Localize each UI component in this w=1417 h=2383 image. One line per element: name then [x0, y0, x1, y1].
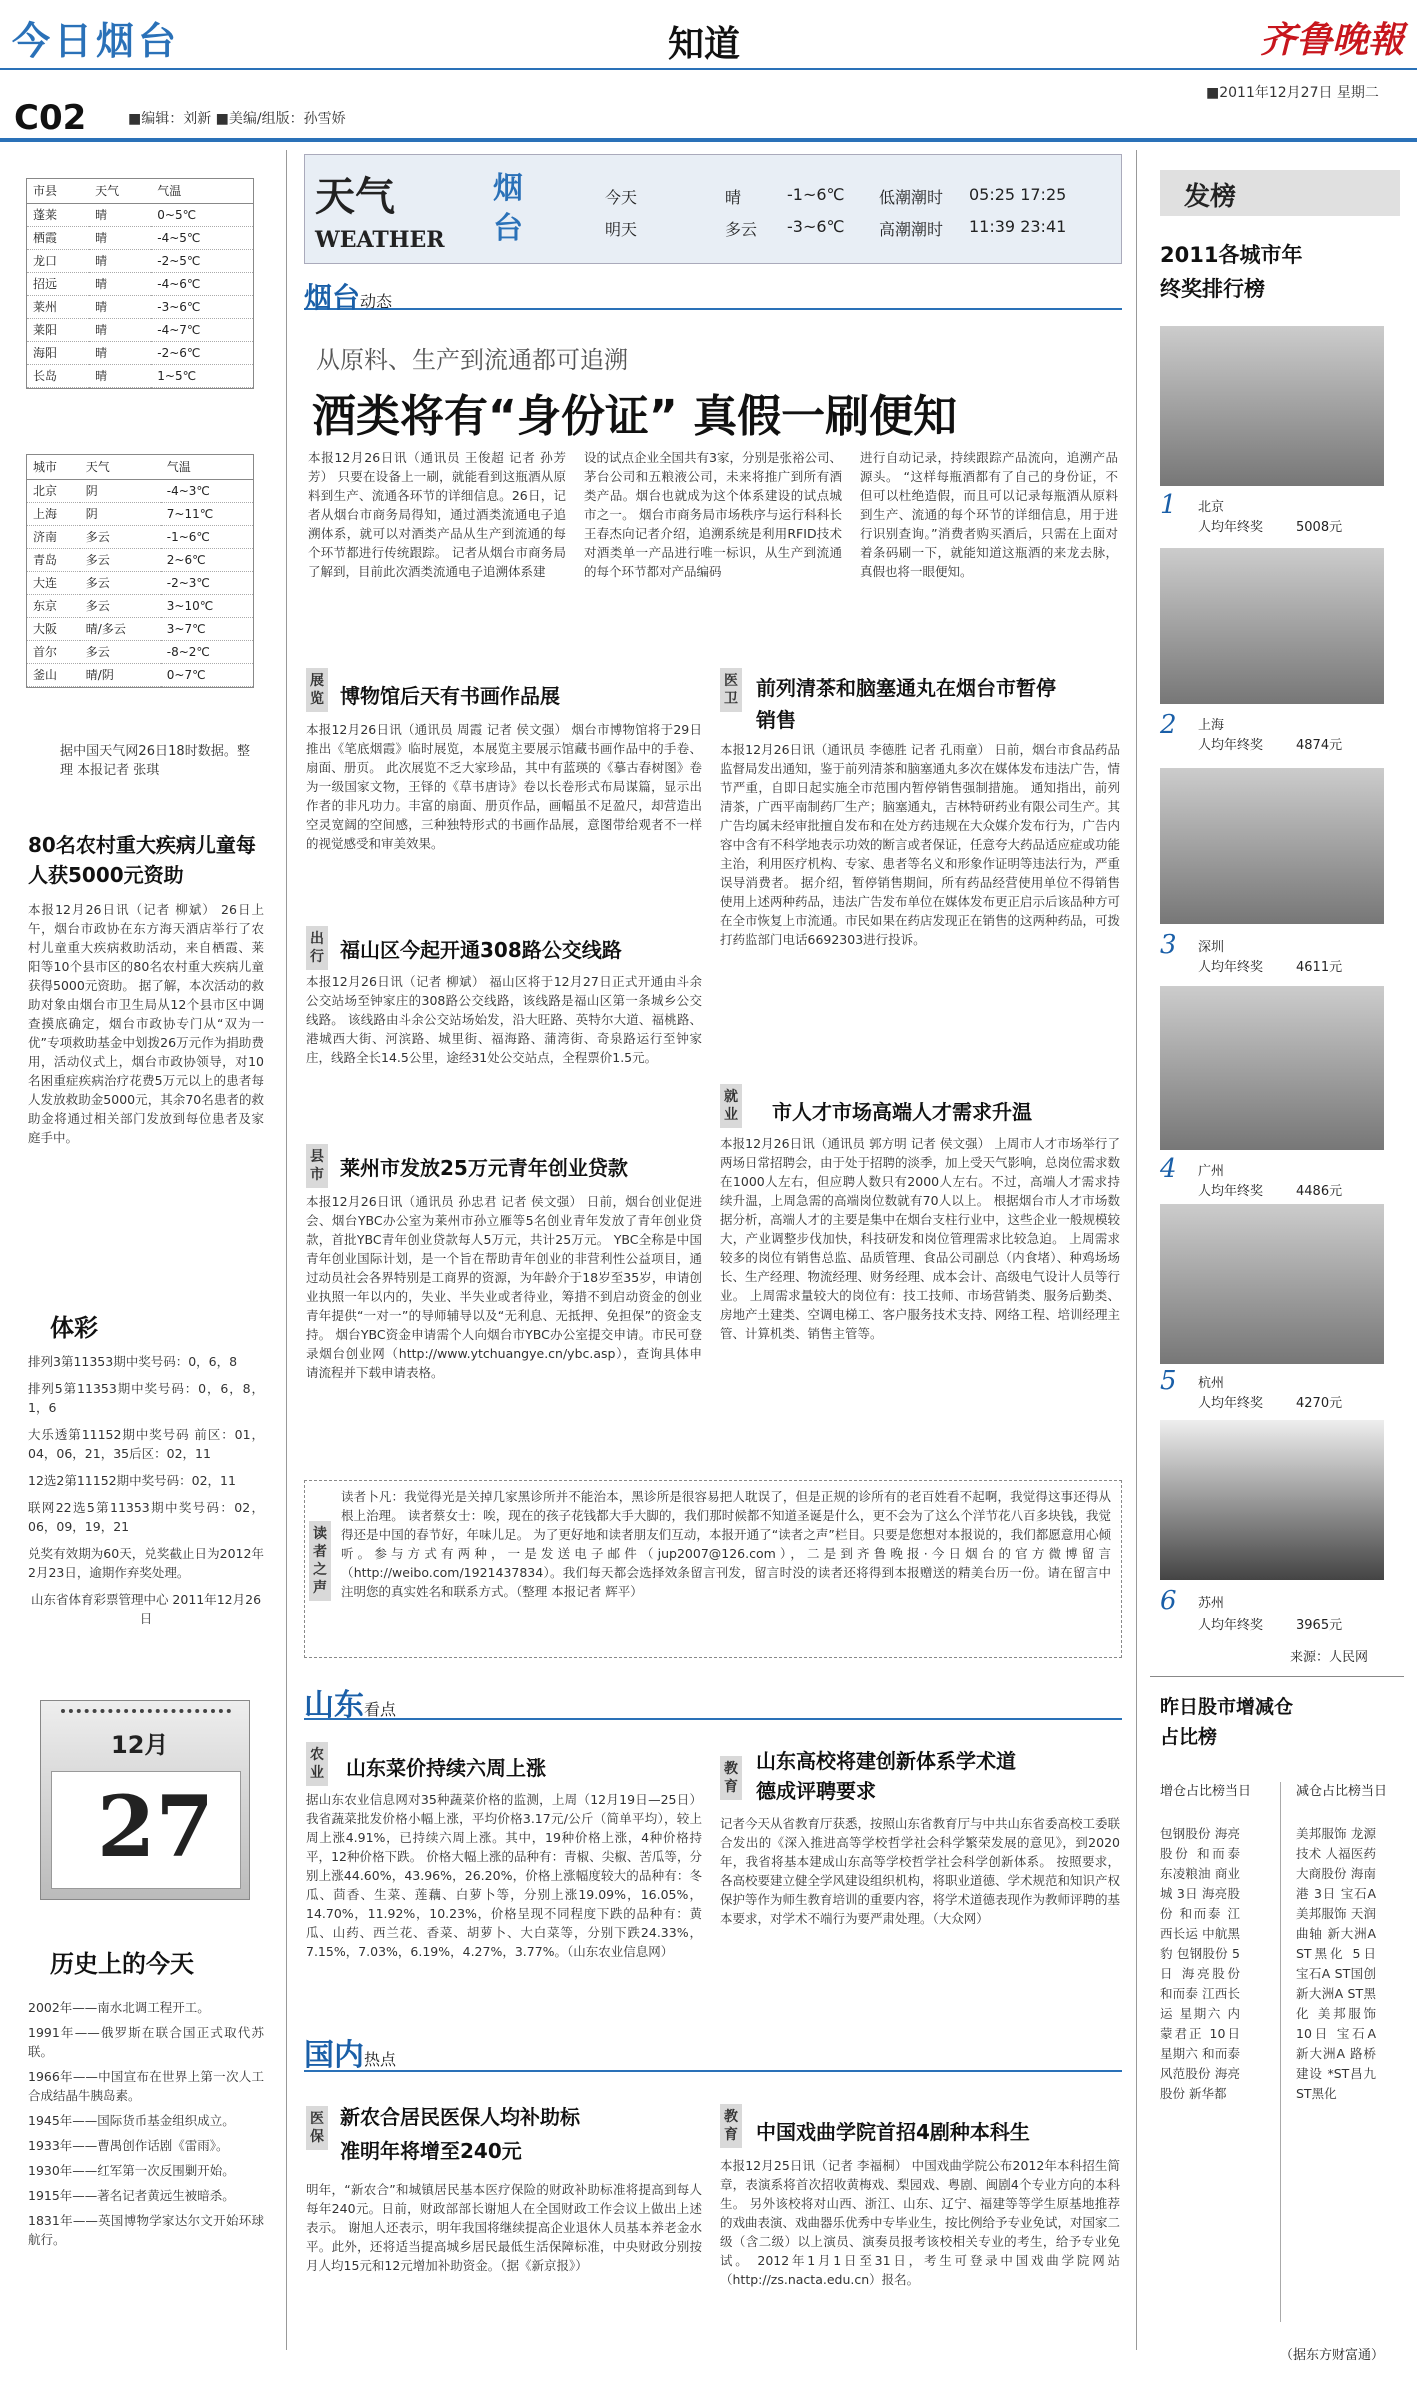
article-title: 福山区今起开通308路公交线路: [340, 938, 622, 962]
rank-value: 5008元: [1296, 520, 1343, 535]
article-title: 新农合居民医保人均补助标准明年将增至240元: [340, 2105, 580, 2163]
city-photo-suzhou: [1160, 1420, 1384, 1580]
lottery-list: [28, 1352, 264, 1628]
low-tide: 05:25 17:25: [969, 185, 1067, 204]
stocks-rule: [1150, 1676, 1404, 1677]
section-suffix: 看点: [364, 1700, 397, 1719]
bonus-source: 来源：人民网: [1290, 1650, 1369, 1665]
col-header: 天气: [80, 455, 161, 479]
issue-date: ■2011年12月27日 星期二: [1206, 85, 1379, 101]
table-row: 釜山 晴/阴 0~7℃: [27, 663, 253, 686]
rank-number: 1: [1160, 490, 1177, 520]
today-label: 今天: [605, 188, 638, 207]
article-tag: 出行: [306, 926, 328, 970]
article-tag: 县市: [306, 1144, 328, 1188]
col-header: 气温: [151, 179, 253, 203]
table-row: 龙口 晴 -2~5℃: [27, 249, 253, 272]
editors-line: ■编辑：刘新 ■美编/组版：孙雪娇: [128, 111, 346, 127]
list-item: 1991年——俄罗斯在联合国正式取代苏联。: [28, 2025, 264, 2059]
city-photo-shanghai: [1160, 548, 1384, 704]
table-row: 栖霞 晴 -4~5℃: [27, 226, 253, 249]
reader-tag: 读者之声: [309, 1521, 331, 1601]
list-item: 大乐透第11152期中奖号码 前区：01，04，06，21，35后区：02，11: [28, 1427, 264, 1461]
table-row: 北京 阴 -4~3℃: [27, 479, 253, 502]
column-name: 知道: [668, 24, 741, 65]
article-title: 前列清茶和脑塞通丸在烟台市暂停销售: [756, 676, 1056, 732]
rank-value: 4270元: [1296, 1396, 1343, 1411]
section-header-yantai: [304, 276, 1122, 314]
list-item: 2002年——南水北调工程开工。: [28, 2000, 210, 2015]
list-item: 排列5第11353期中奖号码：0，6，8，1，6: [28, 1381, 264, 1415]
reader-voice-box: [304, 1480, 1122, 1658]
table-row: 莱阳 晴 -4~7℃: [27, 318, 253, 341]
city-weather-table-2: [26, 454, 254, 688]
history-title: 历史上的今天: [50, 1950, 194, 1978]
weather-title-en: WEATHER: [315, 227, 445, 253]
section-header-shandong: [304, 1680, 1122, 1723]
article-tag: 医卫: [720, 668, 742, 712]
article-body: 记者今天从省教育厅获悉，按照山东省教育厅与中共山东省委高校工委联合发出的《深入推进高等学校哲学社会科学繁荣发展的意见》，到2020年，我省将基本建成山东高等学校哲学社会科学创新体系。 按照要求，各高校要建立健全学风建设组织机构，将职业道德、学术规范和知识产权保护等作为师生教育培训的重要内容，将学术道德表现作为教师评聘的基本要求，对学术不端行为要严肃处理。（大众网）: [720, 1816, 1120, 1926]
article-title: 市人才市场高端人才需求升温: [772, 1100, 1032, 1124]
stocks-col-1-head: 增仓占比榜当日: [1160, 1784, 1252, 1799]
article-title: 山东菜价持续六周上涨: [346, 1756, 546, 1780]
article-tag: 展览: [306, 668, 328, 712]
rank-value: 3965元: [1296, 1618, 1343, 1633]
list-item: 1915年——著名记者黄远生被暗杀。: [28, 2188, 235, 2203]
rank-number: 2: [1160, 710, 1177, 740]
list-item: 12选2第11152期中奖号码：02，11: [28, 1473, 236, 1488]
lead-col-1: 本报12月26日讯（通讯员 王俊超 记者 孙芳芳） 只要在设备上一刷，就能看到这瓶酒从原料到生产、流通各环节的详细信息。26日，记者从烟台市商务局得知，通过酒类流通电子追溯体系，就可以对酒类产品从生产到流通的每个环节都进行传统跟踪。 记者从烟台市商务局了解到，目前此次酒类流通电子追溯体系建: [308, 450, 566, 579]
table-row: 大阪 晴/多云 3~7℃: [27, 617, 253, 640]
rank-label: 人均年终奖: [1198, 1618, 1264, 1633]
stocks-title: 昨日股市增减仓占比榜: [1160, 1696, 1294, 1748]
rank-city: 深圳: [1198, 940, 1225, 955]
tomorrow-label: 明天: [605, 220, 638, 239]
article-tag: 就业: [720, 1084, 742, 1128]
column-divider: [286, 150, 287, 2350]
rank-number: 5: [1160, 1366, 1177, 1396]
lottery-title: 体彩: [50, 1314, 98, 1342]
list-item: 1933年——曹禺创作话剧《雷雨》。: [28, 2138, 229, 2153]
stocks-col-2-head: 减仓占比榜当日: [1296, 1784, 1388, 1799]
rank-label: 人均年终奖: [1198, 738, 1264, 753]
list-item: 联网22选5第11353期中奖号码：02，06，09，19，21: [28, 1500, 264, 1534]
article-tag: 教育: [720, 1756, 742, 1800]
low-tide-label: 低潮潮时: [879, 188, 944, 207]
table-row: 大连 多云 -2~3℃: [27, 571, 253, 594]
section-label: 烟台: [304, 281, 361, 314]
col-header: 天气: [89, 179, 151, 203]
article-title: 中国戏曲学院首招4剧种本科生: [756, 2120, 1030, 2144]
rank-city: 广州: [1198, 1164, 1225, 1179]
section-label: 山东: [304, 1688, 364, 1723]
column-divider: [1136, 150, 1137, 2350]
section-name: 今日烟台: [12, 19, 181, 63]
left-story-title: 80名农村重大疾病儿童每人获5000元资助: [28, 833, 256, 887]
rank-city: 上海: [1198, 718, 1225, 733]
col-header: 城市: [27, 455, 80, 479]
table-row: 莱州 晴 -3~6℃: [27, 295, 253, 318]
today-temp: -1~6℃: [787, 185, 845, 204]
calendar-day: 27: [97, 1777, 214, 1876]
table-row: 招远 晴 -4~6℃: [27, 272, 253, 295]
list-item: 1966年——中国宣布在世界上第一次人工合成结晶牛胰岛素。: [28, 2069, 264, 2103]
stocks-divider: [1280, 1782, 1281, 2322]
rank-label: 人均年终奖: [1198, 1184, 1264, 1199]
table-row: 上海 阴 7~11℃: [27, 502, 253, 525]
article-body: 本报12月26日讯（通讯员 李德胜 记者 孔雨童） 日前，烟台市食品药品监督局发出通知，鉴于前列清茶和脑塞通丸多次在媒体发布违法广告，情节严重，自即日起实施全市范围内暂停销售强制措施。 通知指出，前列清茶，广西平南制药厂生产；脑塞通丸，吉林特研药业有限公司生产。其广告均属未经审批擅自发布和在处方药违规在大众媒介发布行为，广告内容中含有不科学地表示功效的断言或者保证，任意夸大药品适应症或功能主治，利用医疗机构、专家、患者等名义和形象作证明等违法行为，严重误导消费者。 据介绍，暂停销售期间，所有药品经营使用单位不得销售使用上述两种药品，违法广告发布单位在媒体发布更正启示后该品种方可在全市恢复上市流通。市民如果在药店发现正在销售的这两种药品，可拨打药监部门电话6692303进行投诉。: [720, 742, 1120, 947]
bonus-section-bar: [1160, 170, 1400, 216]
rank-city: 杭州: [1198, 1376, 1225, 1391]
section-suffix: 热点: [364, 2050, 397, 2069]
table-row: 海阳 晴 -2~6℃: [27, 341, 253, 364]
bonus-section-label: 发榜: [1184, 182, 1237, 212]
lead-col-3: 进行自动记录，持续跟踪产品流向，追溯产品源头。 “这样每瓶酒都有了自己的身份证，不但可以杜绝造假，而且可以记录每瓶酒从原料到生产、流通的每个环节的详细信息，用于进行识别查询。”消费者购买酒后，只需在上面对着条码刷一下，就能知道这瓶酒的来龙去脉，真假也将一眼便知。: [860, 450, 1118, 579]
article-body: 本报12月26日讯（通讯员 周霞 记者 侯文强） 烟台市博物馆将于29日推出《笔底烟霞》临时展览，本展览主要展示馆藏书画作品中的手卷、扇面、册页。 此次展览不乏大家珍品，其中有蓝瑛的《摹古春树图》卷为一级国家文物，王铎的《草书唐诗》卷以长卷形式布局谋篇，显示出作者的非凡功力。丰富的扇面、册页作品，画幅虽不足盈尺，却营造出空灵宽阔的空间感，三种独特形式的书画作品展，意图带给观者不一样的视觉感受和审美效果。: [306, 722, 702, 851]
rank-value: 4874元: [1296, 738, 1343, 753]
table-row: 青岛 多云 2~6℃: [27, 548, 253, 571]
table-row: 长岛 晴 1~5℃: [27, 364, 253, 387]
page-number: C02: [14, 98, 87, 138]
rank-value: 4486元: [1296, 1184, 1343, 1199]
article-body: 明年，“新农合”和城镇居民基本医疗保险的财政补助标准将提高到每人每年240元。日前，财政部部长谢旭人在全国财政工作会议上做出上述表示。 谢旭人还表示，明年我国将继续提高企业退休人员基本养老金水平。此外，还将适当提高城乡居民最低生活保障标准，中央财政分别按月人均15元和12元增加补助资金。（据《新京报》）: [306, 2182, 702, 2273]
weather-banner: [304, 154, 1122, 264]
section-suffix: 动态: [360, 292, 393, 311]
high-tide: 11:39 23:41: [969, 217, 1067, 236]
section-header-guonei: [304, 2030, 1122, 2072]
calendar-month: 12月: [111, 1731, 169, 1759]
table-row: 首尔 多云 -8~2℃: [27, 640, 253, 663]
col-header: 气温: [161, 455, 253, 479]
table-row: 东京 多云 3~10℃: [27, 594, 253, 617]
list-item: 1930年——红军第一次反围剿开始。: [28, 2163, 235, 2178]
article-tag: 医保: [306, 2106, 328, 2150]
stocks-col-1: 包钢股份 海亮股份 和而泰 东凌粮油 商业城 3日 海亮股份 和而泰 江西长运 中航黑豹 包钢股份 5日 海亮股份 和而泰 江西长运 星期六 内蒙君正 10日 星期六 和而泰 风范股份 海亮股份 新华都: [1160, 1826, 1240, 2101]
today-cond: 晴: [725, 188, 742, 207]
article-body: 本报12月26日讯（通讯员 郭方明 记者 侯文强） 上周市人才市场举行了两场日常招聘会，由于处于招聘的淡季，加上受天气影响，总岗位需求数在1000人左右，但应聘人数只有2000人左右。不过，高端人才需求持续升温，上周急需的高端岗位数就有70人以上。 根据烟台市人才市场数据分析，高端人才的主要是集中在烟台支柱行业中，这些企业一般规模较大，产业调整步伐加快，科技研发和岗位管理需求比较急迫。 上周需求较多的岗位有销售总监、品质管理、食品公司副总（内食堵）、种鸡场场长、生产经理、物流经理、财务经理、成本会计、高级电气设计人员等行业。 上周需求量较大的岗位有：技工技师、市场营销类、服务后勤类、房地产土建类、空调电梯工、客户服务技术支持、网络工程、培训经理主管、计算机类、销售主管等。: [720, 1136, 1120, 1341]
article-body: 据山东农业信息网对35种蔬菜价格的监测，上周（12月19日—25日）我省蔬菜批发价格小幅上涨，平均价格3.17元/公斤（简单平均），较上周上涨4.91%，已持续六周上涨。其中，19种价格上涨，4种价格持平，12种价格下跌。 价格大幅上涨的品种有：青椒、尖椒、苦瓜等，分别上涨44.60%，43.96%，26.20%，价格上涨幅度较大的品种有：冬瓜、茴香、生菜、莲藕、白萝卜等，分别上涨19.09%，16.05%，14.70%，11.92%，10.23%，价格呈现不同程度下跌的品种有：黄瓜、山药、西兰花、香菜、胡萝卜、大白菜等，分别下跌24.33%，7.15%，7.03%，6.19%，4.27%，3.77%。（山东农业信息网）: [306, 1792, 702, 1959]
weather-city: 烟台: [493, 171, 523, 246]
bonus-title: 2011各城市年终奖排行榜: [1160, 243, 1303, 301]
city-photo-guangzhou: [1160, 986, 1384, 1150]
history-list: [28, 1998, 264, 2249]
high-tide-label: 高潮潮时: [879, 220, 944, 239]
stocks-source: （据东方财富通）: [1280, 2348, 1385, 2363]
weather-title: 天气: [315, 173, 395, 220]
masthead: [0, 0, 1417, 70]
weather-source: 据中国天气网26日18时数据。整理 本报记者 张琪: [60, 744, 250, 778]
lead-subtitle: 从原料、生产到流通都可追溯: [316, 346, 628, 374]
paper-logo: 齐鲁晚報: [1260, 19, 1405, 61]
article-body: 本报12月25日讯（记者 李福桐） 中国戏曲学院公布2012年本科招生简章，表演系将首次招收黄梅戏、梨园戏、粤剧、闽剧4个专业方向的本科生。 另外该校将对山西、浙江、山东、辽宁、福建等等学生原基地推荐的戏曲表演、戏曲器乐优秀中专毕业生，按比例给予专业免试，对国家二级（含二级）以上演员、演奏员报考该校相关专业的考生，给予专业免试。 2012年1月1日至31日，考生可登录中国戏曲学院网站（http://zs.nacta.edu.cn）报名。: [720, 2158, 1120, 2287]
rank-number: 6: [1160, 1586, 1177, 1616]
rank-label: 人均年终奖: [1198, 520, 1264, 535]
list-item: 1945年——国际货币基金组织成立。: [28, 2113, 235, 2128]
article-title: 莱州市发放25万元青年创业贷款: [340, 1156, 628, 1180]
masthead-rule: [0, 138, 1417, 142]
calendar: [40, 1700, 250, 1900]
rank-number: 4: [1160, 1154, 1177, 1184]
tomorrow-temp: -3~6℃: [787, 217, 845, 236]
table-row: 济南 多云 -1~6℃: [27, 525, 253, 548]
table-row: 蓬莱 晴 0~5℃: [27, 203, 253, 226]
rank-label: 人均年终奖: [1198, 960, 1264, 975]
calendar-rings: [61, 1709, 231, 1717]
tomorrow-cond: 多云: [725, 220, 758, 239]
city-weather-table-1: [26, 178, 254, 389]
rank-city: 苏州: [1198, 1596, 1225, 1611]
city-photo-shenzhen: [1160, 768, 1384, 924]
list-item: 1831年——英国博物学家达尔文开始环球航行。: [28, 2213, 264, 2247]
section-label: 国内: [304, 2038, 364, 2073]
article-tag: 教育: [720, 2104, 742, 2148]
article-tag: 农业: [306, 1742, 328, 1786]
article-body: 本报12月26日讯（通讯员 孙忠君 记者 侯文强） 日前，烟台创业促进会、烟台YBC办公室为莱州市孙立雁等5名创业青年发放了青年创业贷款，首批YBC青年创业贷款每人5万元，共计25万元。 YBC全称是中国青年创业国际计划，是一个旨在帮助青年创业的非营利性公益项目，通过动员社会各界特别是工商界的资源，为年龄介于18岁至35岁，申请创业执照一年以内的，失业、半失业或者待业，筹措不到启动资金的创业青年提供“一对一”的导师辅导以及“无利息、无抵押、免担保”的资金支持。 烟台YBC资金申请需个人向烟台市YBC办公室提交申请。市民可登录烟台创业网（http://www.ytchuangye.cn/ybc.asp），查询具体申请流程并下载申请表格。: [306, 1194, 702, 1380]
col-header: 市县: [27, 179, 89, 203]
rank-value: 4611元: [1296, 960, 1343, 975]
rank-number: 3: [1160, 930, 1177, 960]
article-body: 本报12月26日讯（记者 柳斌） 福山区将于12月27日正式开通由斗余公交站场至钟家庄的308路公交线路，该线路是福山区第一条城乡公交线路。 该线路由斗余公交站场始发，沿大旺路、英特尔大道、福桃路、港城西大街、河滨路、城里街、福海路、蒲湾街、奇泉路运行至钟家庄，线路全长14.5公里，途经31处公交站点，全程票价1.5元。: [306, 974, 702, 1065]
rank-label: 人均年终奖: [1198, 1396, 1264, 1411]
reader-body: 读者卜凡：我觉得光是关掉几家黑诊所并不能治本，黑诊所是很容易把人耽误了，但是正规的诊所有的老百姓看不起啊，我觉得这事还得从根上治理。 读者蔡女士：唉，现在的孩子花钱都大手大脚的，我们那时候都不知道圣诞是什么，更不会为了这么个洋节花八百多块钱，我觉得还是中国的春节好，年味儿足。 为了更好地和读者朋友们互动，本报开通了“读者之声”栏目。只要是您想对本报说的，我们都愿意用心倾听。参与方式有两种，一是发送电子邮件（jup2007@126.com），二是到齐鲁晚报·今日烟台的官方微博留言（http://weibo.com/1921437834）。我们每天都会选择效条留言刊发，留言时没的读者还将得到本报赠送的精美台历一份。请在留言中注明您的真实姓名和联系方式。（整理 本报记者 辉平）: [341, 1489, 1111, 1599]
lead-col-2: 设的试点企业全国共有3家，分别是张裕公司、茅台公司和五粮液公司，未来将推广到所有酒类产品。烟台也就成为这个体系建设的试点城市之一。 烟台市商务局市场秩序与运行科科长王春杰向记者介绍，追溯系统是利用RFID技术对酒类单一产品进行唯一标识，从生产到流通的每个环节都对产品编码: [584, 450, 842, 579]
lead-headline: 酒类将有“身份证” 真假一刷便知: [312, 391, 958, 442]
article-title: 山东高校将建创新体系学术道德成评聘要求: [756, 1749, 1016, 1803]
list-item: 兑奖有效期为60天，兑奖截止日为2012年2月23日，逾期作弃奖处理。: [28, 1546, 264, 1580]
stocks-col-2: 美邦服饰 龙源技术 人福医药 大商股份 海南港 3日 宝石A 美邦服饰 天润曲轴 新大洲A ST黑化 5日 宝石A ST国创 新大洲A ST黑化 美邦服饰 10日 宝石A 新大洲A 路桥建设 *ST昌九 ST黑化: [1296, 1826, 1376, 2101]
rank-city: 北京: [1198, 500, 1225, 515]
city-photo-beijing: [1160, 326, 1384, 486]
list-item: 排列3第11353期中奖号码：0，6，8: [28, 1354, 238, 1369]
left-story-body: 本报12月26日讯（记者 柳斌） 26日上午，烟台市政协在东方海天酒店举行了农村儿童重大疾病救助活动，来自栖霞、莱阳等10个县市区的80名农村重大疾病儿童获得5000元资助。 据了解，本次活动的救助对象由烟台市卫生局从12个县市区中调查摸底确定，烟台市政协专门从“双为一优”专项救助基金中划拨26万元作为捐助费用，活动仪式上，烟台市政协领导，对10名困重症疾病治疗花费5万元以上的患者每人发放救助金5000元，其余70名患者的救助金将通过相关部门发放到每位患者及家庭手中。: [28, 902, 264, 1145]
list-item: 山东省体育彩票管理中心 2011年12月26日: [30, 1592, 262, 1626]
city-photo-hangzhou: [1160, 1204, 1384, 1364]
article-title: 博物馆后天有书画作品展: [340, 684, 560, 708]
